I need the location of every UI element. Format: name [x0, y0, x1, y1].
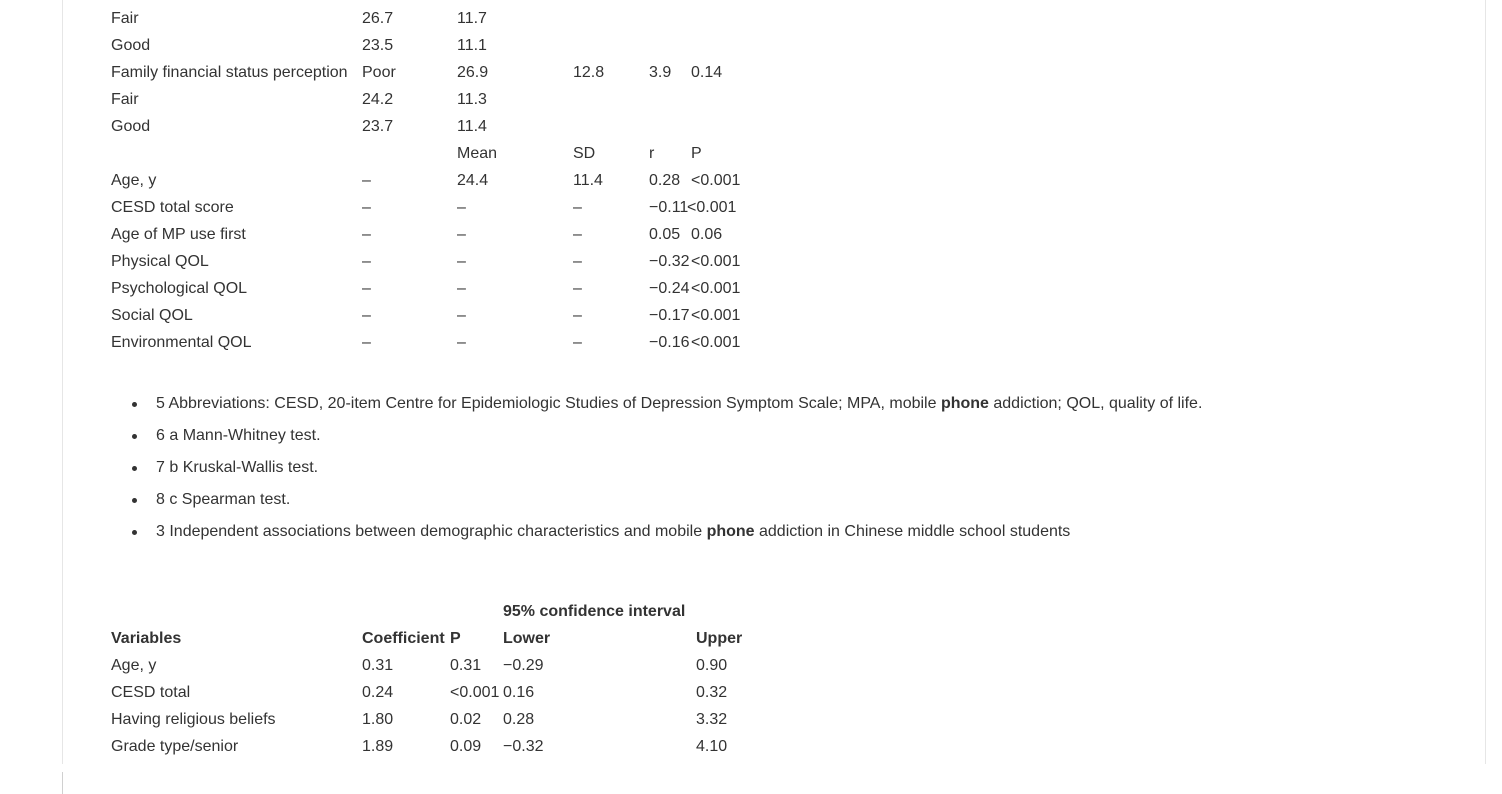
- table-header-cell: SD: [573, 145, 596, 162]
- table-cell: –: [573, 334, 582, 351]
- table-cell: −0.32: [649, 253, 690, 270]
- table-cell: Psychological QOL: [111, 280, 248, 297]
- table-cell: –: [457, 253, 466, 270]
- table-cell: Fair: [111, 10, 139, 27]
- table-cell: Age of MP use first: [111, 226, 246, 243]
- table-cell: 0.90: [696, 657, 728, 674]
- note-text: 8 c Spearman test.: [156, 491, 291, 508]
- list-item: [130, 456, 1202, 488]
- table-cell: 26.7: [362, 10, 394, 27]
- table-header-cell: 95% confidence interval: [503, 603, 686, 620]
- table-cell: Social QOL: [111, 307, 193, 324]
- table-header-cell: P: [691, 145, 702, 162]
- note-text: 6 a Mann-Whitney test.: [156, 427, 321, 444]
- table-cell: 0.09: [450, 738, 482, 755]
- table-cell: 24.2: [362, 91, 394, 108]
- table-cell: –: [573, 253, 582, 270]
- table-cell: –: [457, 199, 466, 216]
- note-emphasis: phone: [940, 395, 989, 412]
- table-cell: 1.80: [362, 711, 394, 728]
- table-cell: <0.001: [691, 307, 741, 324]
- table-cell: Environmental QOL: [111, 334, 252, 351]
- table-footnotes: [130, 392, 1202, 552]
- table-cell: –: [362, 172, 371, 189]
- table-cell: –: [573, 199, 582, 216]
- table-cell: 0.32: [696, 684, 728, 701]
- table-cell: 0.28: [503, 711, 535, 728]
- table-cell: 0.28: [649, 172, 681, 189]
- table-cell: –: [362, 334, 371, 351]
- table-cell: <0.001: [691, 253, 741, 270]
- article-page: [62, 0, 1486, 764]
- table-header-cell: Variables: [111, 630, 182, 647]
- table-cell: –: [362, 253, 371, 270]
- table-cell: –: [362, 280, 371, 297]
- table-cell: 0.02: [450, 711, 482, 728]
- table-cell: 3.9: [649, 64, 672, 81]
- table-cell: Grade type/senior: [111, 738, 239, 755]
- table-cell: <0.001: [691, 334, 741, 351]
- table-cell: –: [573, 226, 582, 243]
- table-cell: 11.4: [573, 172, 603, 189]
- table-cell: CESD total score: [111, 199, 234, 216]
- table-cell: <0.001: [450, 684, 500, 701]
- table-cell: 3.32: [696, 711, 728, 728]
- note-emphasis: phone: [706, 523, 755, 540]
- table-cell: 1.89: [362, 738, 394, 755]
- table-cell: –: [573, 280, 582, 297]
- table-cell: –: [457, 280, 466, 297]
- table-cell: 12.8: [573, 64, 605, 81]
- table-cell: –: [573, 307, 582, 324]
- table-cell: 11.7: [457, 10, 487, 27]
- table-cell: 0.05: [649, 226, 681, 243]
- table-cell: <0.001: [691, 172, 741, 189]
- table-cell: Having religious beliefs: [111, 711, 276, 728]
- table-cell: 24.4: [457, 172, 489, 189]
- table-cell: 0.16: [503, 684, 535, 701]
- table-cell: –: [362, 199, 371, 216]
- table-cell: 4.10: [696, 738, 728, 755]
- list-item: [130, 520, 1202, 552]
- page-divider: [62, 772, 63, 794]
- table-cell: Age, y: [111, 657, 157, 674]
- table-cell: 11.1: [457, 37, 487, 54]
- table-header-cell: Lower: [503, 630, 551, 647]
- table-cell: −0.16: [649, 334, 690, 351]
- table-cell: <0.001: [687, 199, 737, 216]
- note-text: addiction; QOL, quality of life.: [988, 395, 1203, 412]
- table-cell: –: [362, 226, 371, 243]
- table-cell: −0.17: [649, 307, 690, 324]
- table-cell: 23.5: [362, 37, 394, 54]
- table-cell: Physical QOL: [111, 253, 209, 270]
- table-cell: 11.4: [457, 118, 487, 135]
- table-cell: Poor: [362, 64, 396, 81]
- table-cell: 0.14: [691, 64, 723, 81]
- table-cell: 0.06: [691, 226, 723, 243]
- table-header-cell: Upper: [696, 630, 743, 647]
- table-cell: −0.32: [503, 738, 544, 755]
- table-header-cell: Mean: [457, 145, 498, 162]
- table-cell: 23.7: [362, 118, 394, 135]
- table-cell: −0.29: [503, 657, 544, 674]
- note-text: 5 Abbreviations: CESD, 20-item Centre for Epidemiologic Studies of Depression Symptom Scale; MPA, mobile: [156, 395, 941, 412]
- note-text: 7 b Kruskal-Wallis test.: [156, 459, 319, 476]
- table-cell: CESD total: [111, 684, 191, 701]
- table-cell: 0.31: [450, 657, 482, 674]
- table-cell: –: [362, 307, 371, 324]
- note-text: 3 Independent associations between demographic characteristics and mobile: [156, 523, 707, 540]
- table-cell: −0.11: [649, 199, 689, 216]
- table-cell: –: [457, 334, 466, 351]
- table-cell: <0.001: [691, 280, 741, 297]
- table-cell: Age, y: [111, 172, 157, 189]
- table-cell: −0.24: [649, 280, 690, 297]
- table-cell: Good: [111, 118, 151, 135]
- table-cell: Good: [111, 37, 151, 54]
- table-header-cell: r: [649, 145, 655, 162]
- list-item: [130, 488, 1202, 520]
- table-cell: 26.9: [457, 64, 489, 81]
- table-cell: 0.24: [362, 684, 394, 701]
- list-item: [130, 424, 1202, 456]
- table-cell: Fair: [111, 91, 139, 108]
- list-item: [130, 392, 1202, 424]
- table-header-cell: P: [450, 630, 461, 647]
- table-header-cell: Coefficient: [362, 630, 445, 647]
- table-cell: Family financial status perception: [111, 64, 348, 81]
- table-cell: 11.3: [457, 91, 487, 108]
- table-cell: –: [457, 226, 466, 243]
- table-cell: 0.31: [362, 657, 394, 674]
- note-text: addiction in Chinese middle school students: [754, 523, 1071, 540]
- table-cell: –: [457, 307, 466, 324]
